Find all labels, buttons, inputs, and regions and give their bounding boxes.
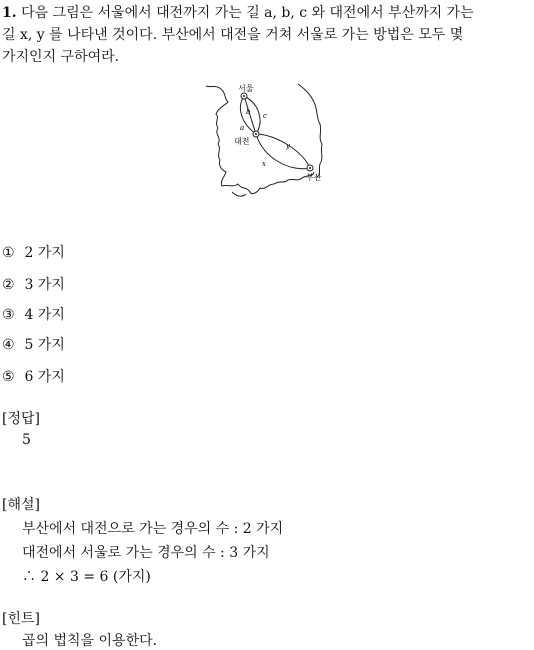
coastline-east (298, 84, 322, 178)
choice-2-marker: ② (2, 277, 15, 293)
choice-2-label: 3 가지 (24, 277, 65, 293)
road-y-label: y (286, 142, 290, 150)
daejeon-label: 대전 (234, 137, 250, 146)
choice-5-marker: ⑤ (2, 369, 15, 385)
choice-5[interactable] (2, 368, 65, 386)
question-line-2: 길 x, y 를 나타낸 것이다. 부산에서 대전을 거쳐 서울로 가는 방법은 모두 몇 (2, 27, 464, 43)
answer-value: 5 (22, 432, 31, 448)
choice-4-label: 5 가지 (24, 337, 65, 353)
choice-3-marker: ③ (2, 307, 15, 323)
road-a-label: a (240, 124, 245, 132)
question-number: 1. (2, 5, 17, 21)
road-b-label: b (246, 108, 251, 116)
busan-label: 부산 (306, 173, 322, 182)
choice-4-marker: ④ (2, 337, 15, 353)
choice-3[interactable] (2, 306, 65, 324)
route-map (202, 80, 332, 202)
explanation-line-2: 대전에서 서울로 가는 경우의 수 : 3 가지 (22, 545, 270, 561)
explanation-line-3: ∴ 2 × 3 = 6 (가지) (22, 569, 151, 585)
coastline (206, 86, 314, 194)
hint-label: [힌트] (2, 611, 40, 627)
seoul-label: 서울 (238, 84, 254, 93)
question-text (2, 2, 532, 68)
choice-3-label: 4 가지 (24, 307, 65, 323)
hint-text: 곱의 법칙을 이용한다. (22, 633, 158, 649)
question-line-3: 가지인지 구하여라. (2, 49, 120, 65)
choice-1-marker: ① (2, 245, 15, 261)
answer-label: [정답] (2, 411, 40, 427)
choice-4[interactable] (2, 336, 65, 354)
explanation-label: [해설] (2, 497, 40, 513)
question-line-1-text: 다음 그림은 서울에서 대전까지 가는 길 a, b, c 와 대전에서 부산까지 가는 (21, 5, 474, 21)
choice-1-label: 2 가지 (24, 245, 65, 261)
road-c-label: c (263, 112, 267, 120)
coastline-island (232, 192, 246, 196)
question-line-1 (2, 2, 532, 24)
choice-5-label: 6 가지 (24, 369, 65, 385)
road-x-label: x (262, 160, 266, 168)
explanation-line-1: 부산에서 대전으로 가는 경우의 수 : 2 가지 (22, 521, 284, 537)
choice-2[interactable] (2, 276, 65, 294)
choice-1[interactable] (2, 244, 65, 262)
